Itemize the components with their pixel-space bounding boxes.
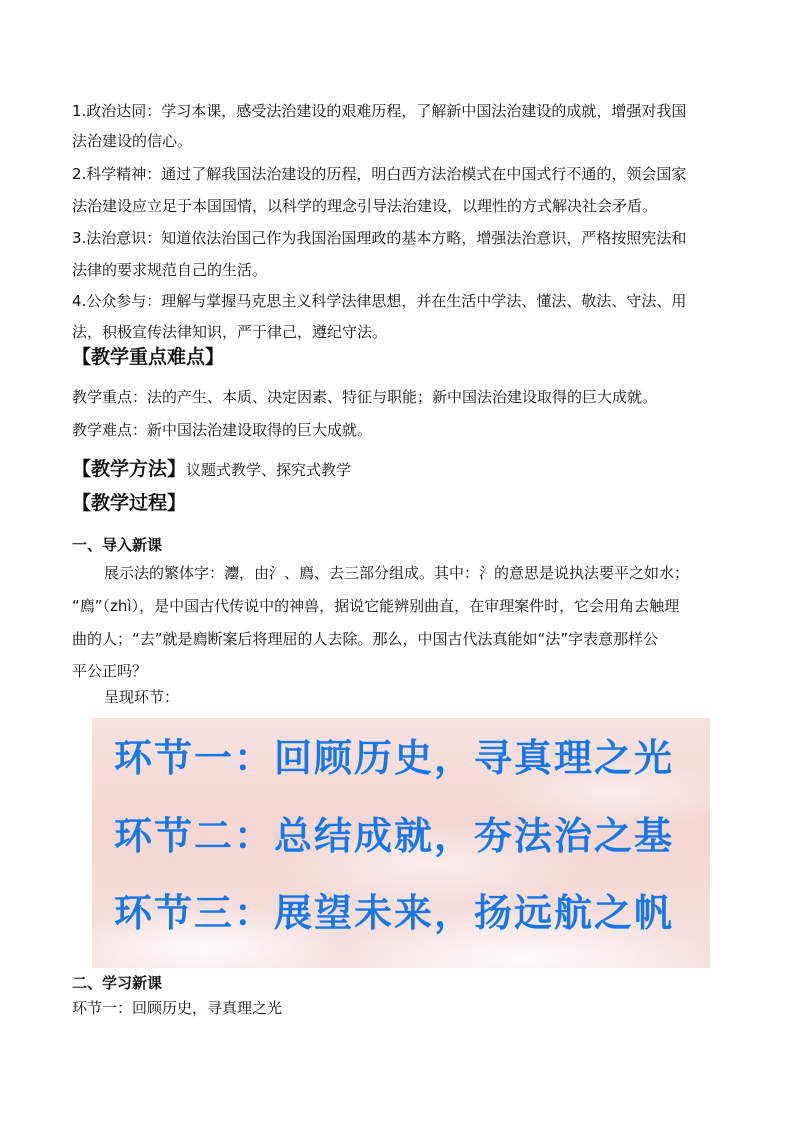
present-label: 呈现环节： — [104, 688, 180, 706]
methods-heading: 【教学方法】 — [72, 458, 187, 480]
objective-line: 3.法治意识：知道依法治国己作为我国治国理政的基本方略，增强法治意识，严格按照宪法和 — [72, 229, 687, 247]
objective-line: 法治建设应立足于本国国情，以科学的理念引导法治建设，以理性的方式解决社会矛盾。 — [72, 197, 658, 215]
objective-line: 2.科学精神：通过了解我国法治建设的历程，明白西方法治模式在中国式行不通的，领会国家 — [72, 165, 687, 183]
objective-line: 法律的要求规范自己的生活。 — [72, 261, 268, 279]
banner-stage-1: 环节一：回顾历史，寻真理之光 — [114, 736, 675, 780]
banner-stage-3: 环节三：展望未来，扬远航之帆 — [114, 891, 675, 935]
teaching-difficulty: 教学难点：新中国法治建设取得的巨大成就。 — [72, 421, 373, 439]
section2-title: 二、学习新课 — [72, 974, 163, 992]
stages-banner-image — [92, 718, 710, 968]
objective-line: 法，积极宣传法律知识，严于律己，遵纪守法。 — [72, 323, 388, 341]
banner-stage-2: 环节二：总结成就，夯法治之基 — [114, 814, 675, 858]
process-heading: 【教学过程】 — [72, 492, 187, 514]
intro-line: 平公正吗？ — [72, 662, 148, 680]
methods-heading-line — [72, 457, 351, 482]
intro-line: 曲的人；“去”就是廌断案后将理屈的人去除。那么，中国古代法真能如“法”字表意那样公 — [72, 630, 659, 648]
section1-title: 一、导入新课 — [72, 536, 163, 554]
objective-line: 1.政治达同：学习本课，感受法治建设的艰难历程，了解新中国法治建设的成就，增强对我国 — [72, 102, 687, 120]
intro-line: 展示法的繁体字：灋，由氵、廌、去三部分组成。其中：氵的意思是说执法要平之如水； — [104, 564, 690, 582]
methods-text: 议题式教学、探究式教学 — [186, 461, 352, 479]
key-points-heading: 【教学重点难点】 — [72, 346, 225, 368]
objective-line: 法治建设的信心。 — [72, 132, 193, 150]
objective-line: 4.公众参与：理解与掌握马克思主义科学法律思想，并在生活中学法、懂法、敬法、守法、用 — [72, 292, 687, 310]
intro-line: “廌”（zhì），是中国古代传说中的神兽，据说它能辨别曲直，在审理案件时，它会用角去触理 — [72, 597, 680, 615]
teaching-focus: 教学重点：法的产生、本质、决定因素、特征与职能；新中国法治建设取得的巨大成就。 — [72, 388, 658, 406]
section2-subtitle: 环节一：回顾历史，寻真理之光 — [72, 999, 283, 1017]
